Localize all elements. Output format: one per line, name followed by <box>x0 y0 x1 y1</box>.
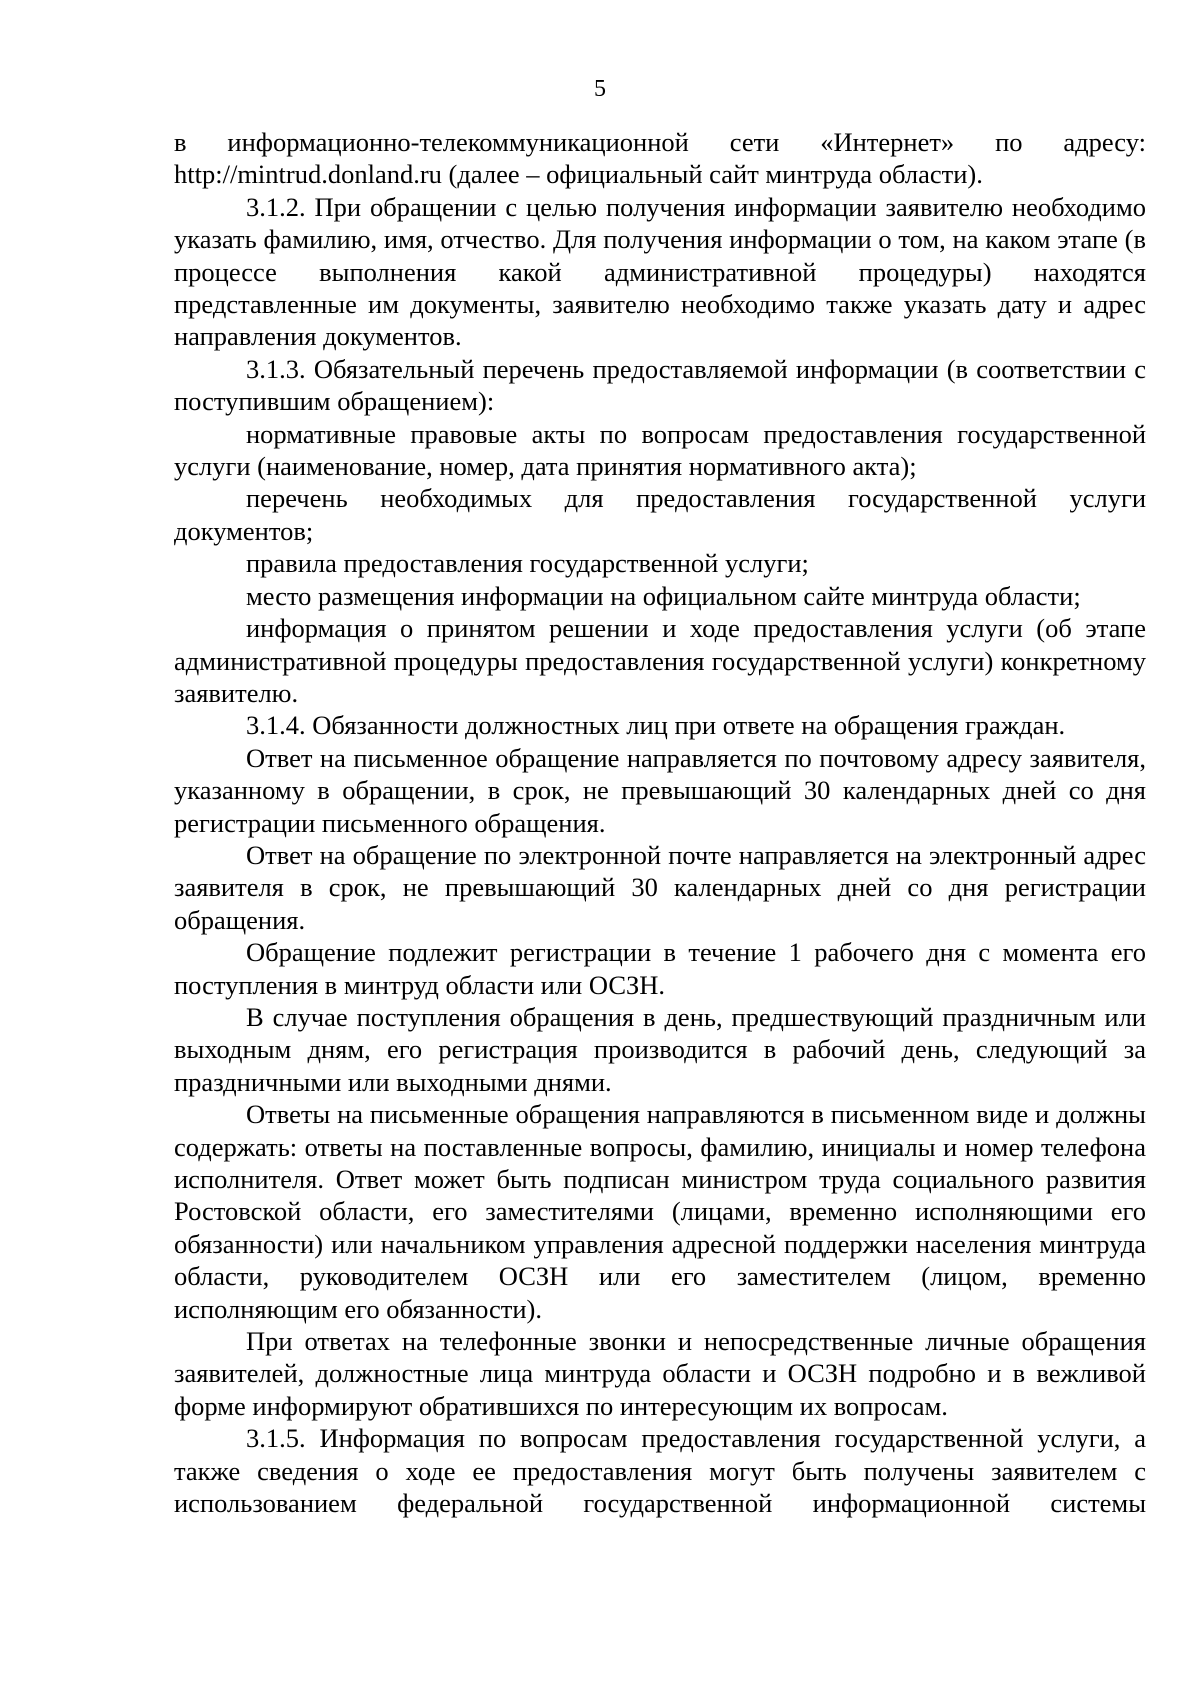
list-item-website-location: место размещения информации на официальном сайте минтруда области; <box>246 580 1081 611</box>
paragraph-3-1-5: 3.1.5. Информация по вопросам предоставления государственной услуги, а также сведения о ходе ее предоставления могут быть получены заявителем с использованием федеральной государственной информационной системы <box>174 1423 1146 1519</box>
list-item-rules: правила предоставления государственной услуги; <box>246 548 809 579</box>
paragraph-phone-calls: При ответах на телефонные звонки и непосредственные личные обращения заявителей, должностные лица минтруда области и ОСЗН подробно и в вежливой форме информируют обратившихся по интересующим их вопросам. <box>174 1326 1146 1421</box>
paragraph-written-reply: Ответ на письменное обращение направляется по почтовому адресу заявителя, указанному в обращении, в срок, не превышающий 30 календарных дней со дня регистрации письменного обращения. <box>174 742 1146 838</box>
document-body <box>174 126 1146 1519</box>
paragraph-3-1-4: 3.1.4. Обязанности должностных лиц при ответе на обращения граждан. <box>246 710 1066 741</box>
paragraph-3-1-3: 3.1.3. Обязательный перечень предоставляемой информации (в соответствии с поступившим обращением): <box>174 353 1146 417</box>
list-item-decision-info: информация о принятом решении и ходе предоставления услуги (об этапе административной процедуры предоставления государственной услуги) конкретному заявителю. <box>174 613 1146 708</box>
page-number: 5 <box>594 76 606 102</box>
paragraph-3-1-2: 3.1.2. При обращении с целью получения информации заявителю необходимо указать фамилию, имя, отчество. Для получения информации о том, на каком этапе (в процессе выполнения какой административной процедуры) находятся представленные им документы, заявителю необходимо также указать дату и адрес направления документов. <box>174 191 1146 352</box>
paragraph-registration: Обращение подлежит регистрации в течение 1 рабочего дня с момента его поступления в минтруд области или ОСЗН. <box>174 937 1146 1000</box>
paragraph-email-reply: Ответ на обращение по электронной почте направляется на электронный адрес заявителя в срок, не превышающий 30 календарных дней со дня регистрации обращения. <box>174 839 1146 935</box>
paragraph-holiday-registration: В случае поступления обращения в день, предшествующий праздничным или выходным дням, его регистрация производится в рабочий день, следующий за праздничными или выходными днями. <box>174 1001 1146 1097</box>
paragraph-intro: в информационно-телекоммуникационной сети «Интернет» по адресу: http://mintrud.donland.ru (далее – официальный сайт минтруда области). <box>174 127 1146 190</box>
list-item-normative-acts: нормативные правовые акты по вопросам предоставления государственной услуги (наименование, номер, дата принятия нормативного акта); <box>174 418 1146 482</box>
list-item-documents: перечень необходимых для предоставления государственной услуги документов; <box>174 483 1146 546</box>
paragraph-reply-content: Ответы на письменные обращения направляются в письменном виде и должны содержать: ответы на поставленные вопросы, фамилию, инициалы и номер телефона исполнителя. Ответ может быть подписан министром труда социального развития Ростовской области, его заместителями (лицами, временно исполняющими его обязанности) или начальником управления адресной поддержки населения минтруда области, руководителем ОСЗН или его заместителем (лицом, временно исполняющим его обязанности). <box>174 1099 1146 1324</box>
